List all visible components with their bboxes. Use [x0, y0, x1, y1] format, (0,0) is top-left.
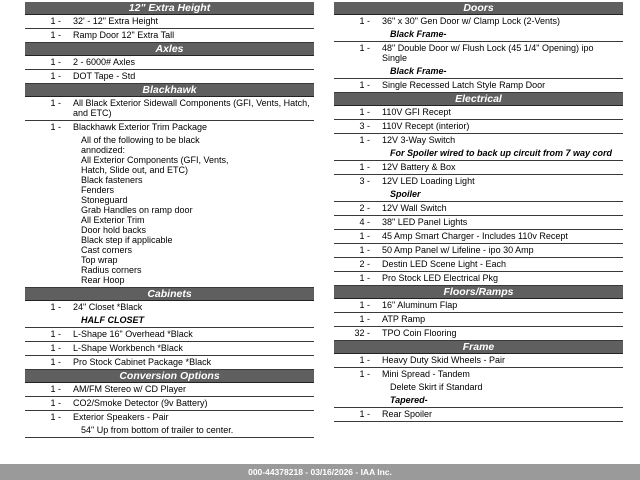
option-quantity: 1 -	[50, 329, 61, 339]
option-row	[334, 313, 623, 327]
option-detail-line: Black fasteners	[81, 175, 143, 185]
option-description: 38" LED Panel Lights	[382, 217, 468, 227]
option-quantity: 1 -	[359, 80, 370, 90]
option-note-emphasis: HALF CLOSET	[81, 315, 144, 325]
option-description: 110V Recept (interior)	[382, 121, 470, 131]
option-description: 50 Amp Panel w/ Lifeline - ipo 30 Amp	[382, 245, 534, 255]
option-row	[334, 79, 623, 93]
option-detail-line: annodized:	[81, 145, 126, 155]
watermark-footer: 000-44378218 - 03/16/2026 - IAA Inc.	[0, 464, 640, 480]
option-note: Delete Skirt if Standard	[390, 382, 483, 392]
option-detail-line: Grab Handles on ramp door	[81, 205, 193, 215]
option-quantity: 1 -	[50, 302, 61, 312]
option-quantity: 1 -	[359, 162, 370, 172]
option-row	[25, 97, 314, 121]
option-description: Destin LED Scene Light - Each	[382, 259, 507, 269]
option-detail-line: All of the following to be black	[81, 135, 200, 145]
option-quantity: 1 -	[50, 412, 61, 422]
option-row	[334, 120, 623, 134]
option-row	[334, 299, 623, 313]
option-detail-line: All Exterior Components (GFI, Vents,	[81, 155, 229, 165]
option-detail-line: All Exterior Trim	[81, 215, 145, 225]
option-description: DOT Tape - Std	[73, 71, 136, 81]
option-row	[25, 411, 314, 438]
option-quantity: 1 -	[359, 314, 370, 324]
option-row	[334, 15, 623, 42]
option-row	[25, 29, 314, 43]
option-detail-line: Door hold backs	[81, 225, 147, 235]
option-row	[25, 301, 314, 328]
option-quantity: 3 -	[359, 176, 370, 186]
option-quantity: 1 -	[50, 57, 61, 67]
option-note-emphasis: Spoiler	[390, 189, 421, 199]
option-note: 54" Up from bottom of trailer to center.	[81, 425, 234, 435]
section-header: Doors	[334, 2, 623, 15]
option-quantity: 1 -	[50, 343, 61, 353]
option-quantity: 1 -	[359, 107, 370, 117]
option-row	[334, 230, 623, 244]
option-row	[334, 244, 623, 258]
option-description: Ramp Door 12" Extra Tall	[73, 30, 175, 40]
option-row	[25, 15, 314, 29]
option-note-emphasis: Tapered-	[390, 395, 428, 405]
option-detail-line: Rear Hoop	[81, 275, 125, 285]
option-description: 12V Battery & Box	[382, 162, 456, 172]
option-detail-line: Fenders	[81, 185, 115, 195]
option-description: ATP Ramp	[382, 314, 426, 324]
option-detail-line: Hatch, Slide out, and ETC)	[81, 165, 189, 175]
option-row	[25, 121, 314, 288]
section-header: Axles	[25, 43, 314, 56]
option-row	[334, 175, 623, 202]
option-description: 16" Aluminum Flap	[382, 300, 458, 310]
option-quantity: 1 -	[50, 357, 61, 367]
option-quantity: 1 -	[359, 16, 370, 26]
option-description: 2 - 6000# Axles	[73, 57, 136, 67]
option-row	[334, 202, 623, 216]
option-quantity: 1 -	[50, 71, 61, 81]
option-row	[25, 397, 314, 411]
option-row	[25, 383, 314, 397]
option-description: All Black Exterior Sidewall Components (GFI, Vents, Hatch, and ETC)	[73, 98, 310, 118]
option-detail-line: Cast corners	[81, 245, 133, 255]
option-quantity: 1 -	[359, 231, 370, 241]
option-description: CO2/Smoke Detector (9v Battery)	[73, 398, 208, 408]
option-row	[25, 70, 314, 84]
option-quantity: 1 -	[50, 384, 61, 394]
option-detail-list	[73, 132, 310, 285]
option-quantity: 1 -	[50, 16, 61, 26]
option-detail-line: Black step if applicable	[81, 235, 173, 245]
option-description: 36" x 30" Gen Door w/ Clamp Lock (2-Vents)	[382, 16, 560, 26]
option-description: Heavy Duty Skid Wheels - Pair	[382, 355, 506, 365]
right-column	[334, 2, 623, 422]
option-description: Single Recessed Latch Style Ramp Door	[382, 80, 546, 90]
section-header: Floors/Ramps	[334, 286, 623, 299]
section-header: Electrical	[334, 93, 623, 106]
option-row	[334, 134, 623, 161]
option-description: Blackhawk Exterior Trim Package	[73, 122, 208, 132]
option-quantity: 1 -	[359, 273, 370, 283]
option-row	[25, 56, 314, 70]
option-quantity: 1 -	[359, 245, 370, 255]
option-quantity: 1 -	[359, 43, 370, 53]
option-quantity: 1 -	[359, 300, 370, 310]
option-quantity: 3 -	[359, 121, 370, 131]
option-quantity: 1 -	[359, 409, 370, 419]
option-row	[334, 408, 623, 422]
section-header: Cabinets	[25, 288, 314, 301]
option-row	[25, 328, 314, 342]
left-column	[25, 2, 314, 438]
option-description: AM/FM Stereo w/ CD Player	[73, 384, 187, 394]
option-description: Pro Stock LED Electrical Pkg	[382, 273, 499, 283]
option-row	[334, 354, 623, 368]
option-note-emphasis: For Spoiler wired to back up circuit from 7 way cord	[390, 148, 613, 158]
option-note-emphasis: Black Frame-	[390, 29, 447, 39]
option-quantity: 1 -	[50, 398, 61, 408]
option-description: 48" Double Door w/ Flush Lock (45 1/4" Opening) ipo Single	[382, 43, 594, 63]
option-description: Pro Stock Cabinet Package *Black	[73, 357, 212, 367]
option-row	[25, 342, 314, 356]
option-quantity: 1 -	[359, 369, 370, 379]
option-description: Rear Spoiler	[382, 409, 433, 419]
option-detail-line: Stoneguard	[81, 195, 128, 205]
option-quantity: 1 -	[50, 98, 61, 108]
option-row	[334, 42, 623, 79]
option-quantity: 2 -	[359, 259, 370, 269]
section-header: Blackhawk	[25, 84, 314, 97]
option-quantity: 1 -	[359, 355, 370, 365]
option-description: 110V GFI Recept	[382, 107, 451, 117]
option-description: 24" Closet *Black	[73, 302, 143, 312]
option-row	[334, 216, 623, 230]
option-quantity: 1 -	[50, 30, 61, 40]
section-header: Frame	[334, 341, 623, 354]
option-description: 32' - 12" Extra Height	[73, 16, 158, 26]
option-detail-line: Radius corners	[81, 265, 142, 275]
option-quantity: 1 -	[50, 122, 61, 132]
option-description: L-Shape Workbench *Black	[73, 343, 183, 353]
option-description: TPO Coin Flooring	[382, 328, 457, 338]
option-description: 12V 3-Way Switch	[382, 135, 456, 145]
option-row	[334, 161, 623, 175]
section-header: Conversion Options	[25, 370, 314, 383]
option-description: 12V LED Loading Light	[382, 176, 475, 186]
section-header: 12" Extra Height	[25, 2, 314, 15]
option-detail-line: Top wrap	[81, 255, 118, 265]
option-quantity: 1 -	[359, 135, 370, 145]
option-description: Mini Spread - Tandem	[382, 369, 470, 379]
option-description: 45 Amp Smart Charger - Includes 110v Recept	[382, 231, 568, 241]
option-description: 12V Wall Switch	[382, 203, 447, 213]
option-quantity: 4 -	[359, 217, 370, 227]
option-note-emphasis: Black Frame-	[390, 66, 447, 76]
option-row	[334, 272, 623, 286]
option-row	[334, 368, 623, 408]
option-description: L-Shape 16" Overhead *Black	[73, 329, 193, 339]
option-quantity: 2 -	[359, 203, 370, 213]
option-row	[334, 327, 623, 341]
option-row	[334, 106, 623, 120]
option-row	[334, 258, 623, 272]
option-quantity: 32 -	[354, 328, 370, 338]
option-row	[25, 356, 314, 370]
option-description: Exterior Speakers - Pair	[73, 412, 169, 422]
